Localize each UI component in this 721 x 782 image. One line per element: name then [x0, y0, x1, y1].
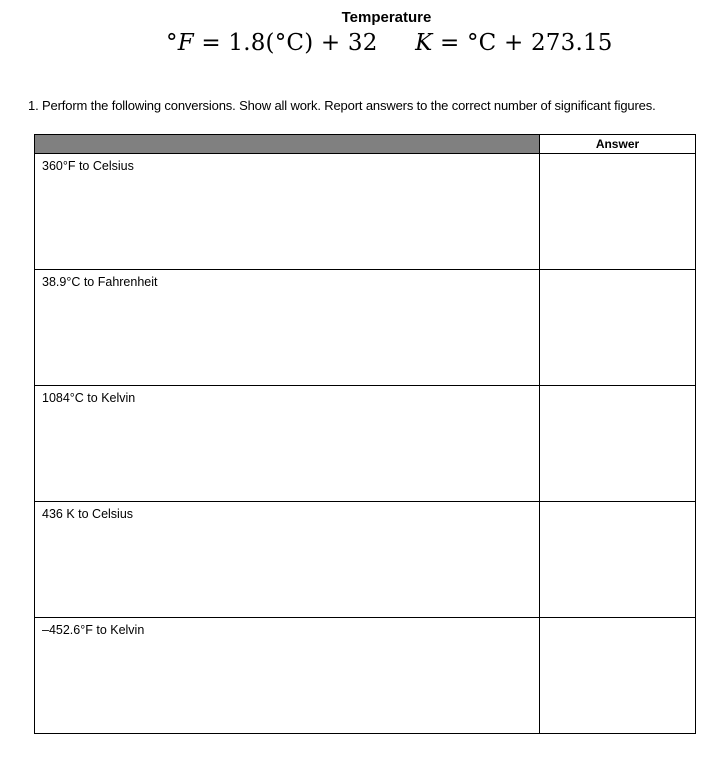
conversion-table — [34, 134, 696, 734]
kelvin-formula — [415, 30, 613, 56]
fahrenheit-formula-rhs: = 1.8(°C) + 32 — [201, 30, 378, 56]
fahrenheit-formula — [166, 30, 378, 56]
answer-cell-4[interactable] — [540, 502, 696, 618]
problem-prompt: 1084°C to Kelvin — [42, 391, 136, 405]
work-area-1[interactable] — [35, 154, 540, 270]
kelvin-symbol: K — [415, 30, 433, 56]
problem-prompt: 38.9°C to Fahrenheit — [42, 275, 158, 289]
problem-prompt: 436 K to Celsius — [42, 507, 134, 521]
table-row — [35, 154, 696, 270]
work-area-3[interactable] — [35, 386, 540, 502]
table-row — [35, 270, 696, 386]
problem-prompt: 360°F to Celsius — [42, 159, 134, 173]
answer-cell-5[interactable] — [540, 618, 696, 734]
answer-cell-2[interactable] — [540, 270, 696, 386]
kelvin-formula-rhs: = °C + 273.15 — [439, 30, 613, 56]
fahrenheit-symbol: °F — [166, 30, 194, 56]
instructions: 1. Perform the following conversions. Show all work. Report answers to the correct number of significant figures. — [28, 98, 656, 113]
work-area-4[interactable] — [35, 502, 540, 618]
conversion-formulas — [166, 30, 613, 56]
work-area-5[interactable] — [35, 618, 540, 734]
answer-column-header: Answer — [540, 135, 696, 154]
table-header-shaded — [35, 135, 540, 154]
answer-cell-1[interactable] — [540, 154, 696, 270]
page-title: Temperature — [341, 9, 432, 26]
table-row — [35, 618, 696, 734]
work-area-2[interactable] — [35, 270, 540, 386]
table-header-row — [35, 135, 696, 154]
problem-prompt: –452.6°F to Kelvin — [42, 623, 145, 637]
table-row — [35, 386, 696, 502]
table-row — [35, 502, 696, 618]
answer-cell-3[interactable] — [540, 386, 696, 502]
